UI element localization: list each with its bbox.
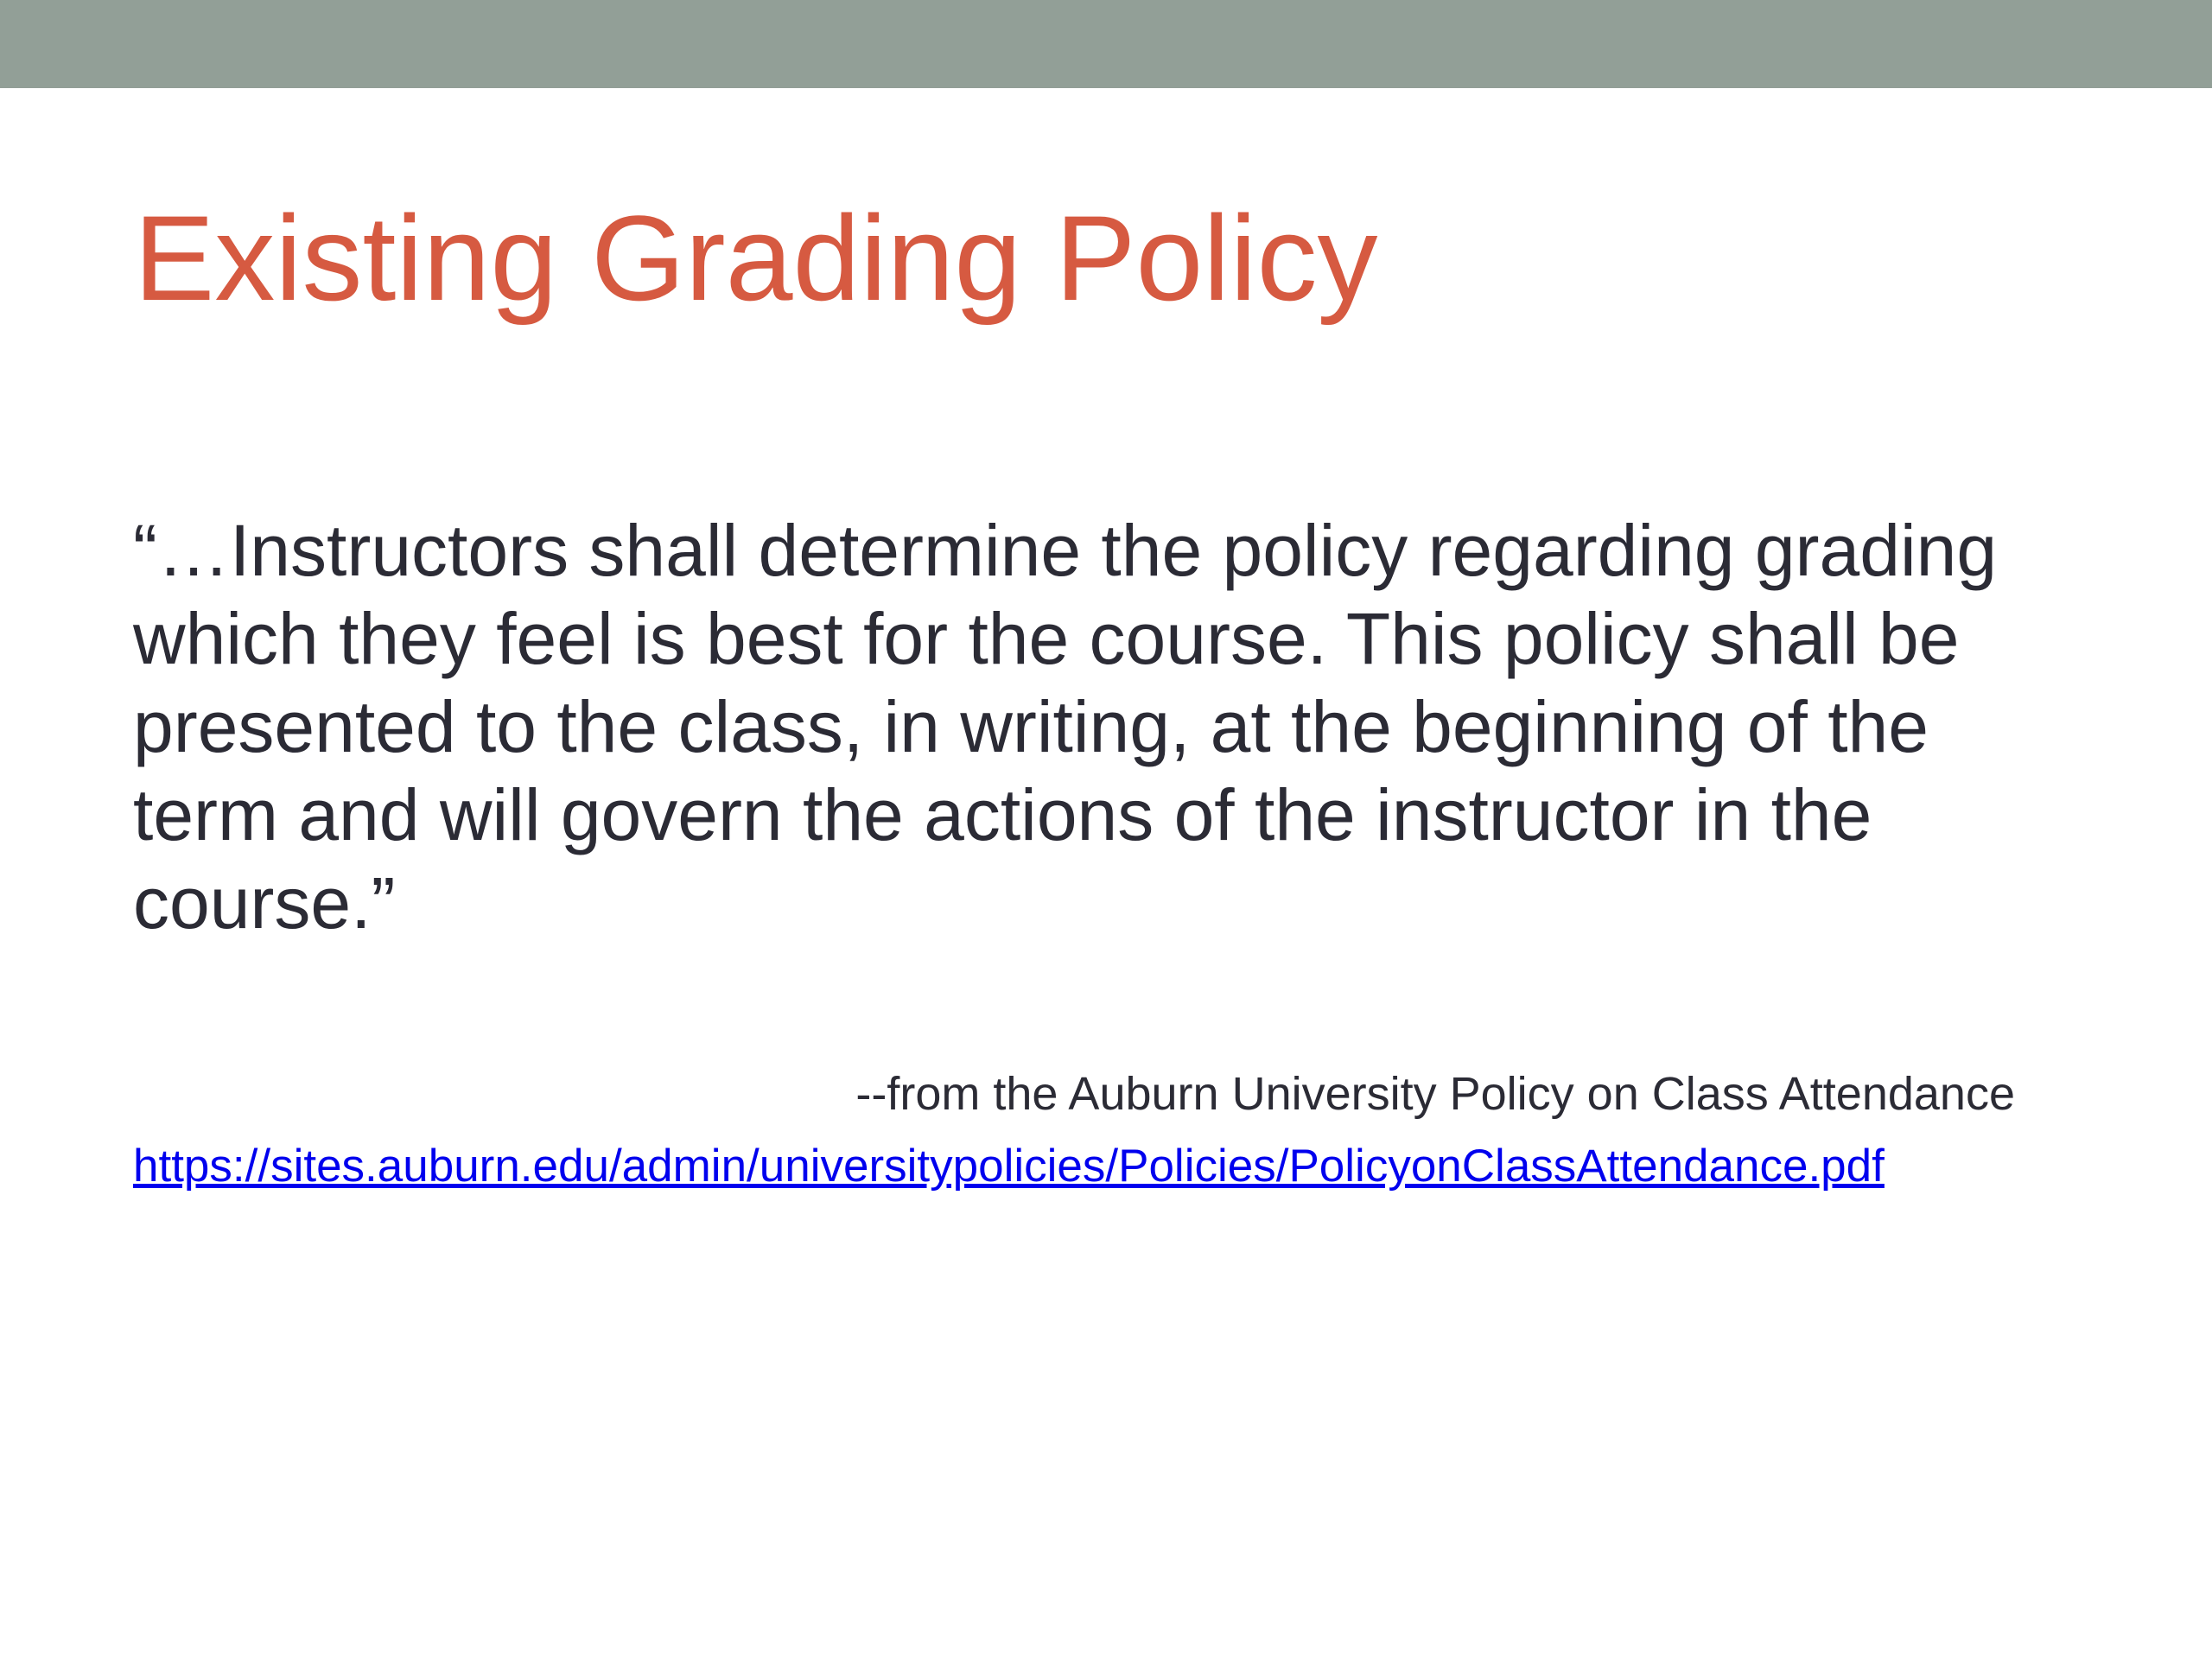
quote-line: “…Instructors shall determine the policy regarding grading bbox=[133, 510, 1998, 591]
slide-title: Existing Grading Policy bbox=[134, 190, 1378, 326]
policy-quote bbox=[133, 506, 2120, 947]
quote-source: --from the Auburn University Policy on Class Attendance bbox=[855, 1068, 2015, 1120]
policy-link[interactable]: https://sites.auburn.edu/admin/universitypolicies/Policies/PolicyonClassAttendance.pdf bbox=[133, 1141, 1885, 1192]
quote-line: which they feel is best for the course. This policy shall be bbox=[133, 598, 1960, 679]
quote-line: presented to the class, in writing, at the beginning of the bbox=[133, 686, 1929, 767]
quote-line: course.” bbox=[133, 862, 396, 944]
quote-line: term and will govern the actions of the instructor in the bbox=[133, 774, 1872, 855]
top-accent-bar bbox=[0, 0, 2212, 88]
